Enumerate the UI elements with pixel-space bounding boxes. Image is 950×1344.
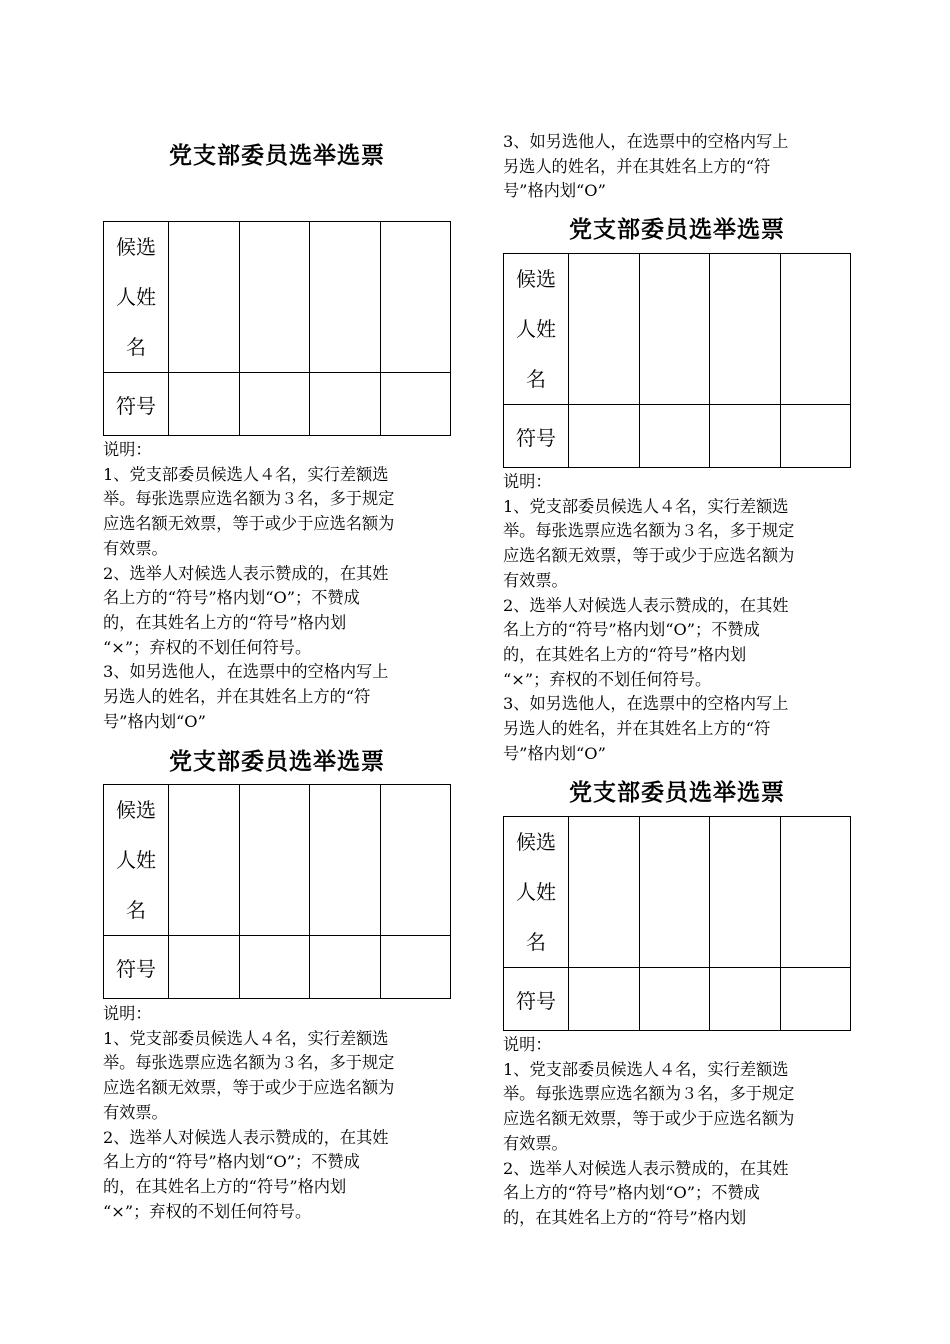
notes-line: 应选名额无效票，等于或少于应选名额为 [503, 1109, 795, 1129]
notes-line: 3、如另选他人，在选票中的空格内写上 [103, 662, 389, 682]
notes-line: 1、党支部委员候选人４名，实行差额选 [103, 464, 389, 484]
notes-line: 有效票。 [103, 1102, 168, 1122]
ballot-table [103, 221, 451, 436]
ballot-title: 党支部委员选举选票 [169, 142, 385, 169]
symbol-label: 符号 [104, 936, 169, 999]
candidate-name-cell[interactable] [780, 817, 851, 968]
symbol-cell[interactable] [239, 373, 310, 436]
notes-line: 另选人的姓名，并在其姓名上方的“符 [503, 156, 771, 176]
candidate-name-cell[interactable] [639, 254, 710, 405]
candidate-name-cell[interactable] [780, 254, 851, 405]
notes-line: “×”；弃权的不划任何符号。 [503, 669, 712, 689]
symbol-label: 符号 [504, 968, 569, 1031]
ballot-notes-continued [503, 130, 851, 204]
notes-line: 3、如另选他人，在选票中的空格内写上 [503, 694, 789, 714]
notes-line: “×”；弃权的不划任何符号。 [103, 637, 312, 657]
notes-line: 的，在其姓名上方的“符号”格内划 [503, 644, 747, 664]
candidate-name-cell[interactable] [710, 254, 781, 405]
symbol-cell[interactable] [380, 936, 451, 999]
candidate-name-cell[interactable] [169, 222, 240, 373]
notes-heading: 说明： [503, 472, 552, 491]
notes-line: 的，在其姓名上方的“符号”格内划 [503, 1207, 747, 1227]
notes-heading: 说明： [103, 1004, 152, 1023]
candidate-name-cell[interactable] [380, 785, 451, 936]
symbol-cell[interactable] [710, 405, 781, 468]
ballot-title: 党支部委员选举选票 [569, 216, 785, 243]
symbol-cell[interactable] [169, 373, 240, 436]
candidate-name-label: 候选 人姓 名 [504, 817, 569, 968]
symbol-label: 符号 [104, 373, 169, 436]
candidate-name-cell[interactable] [310, 222, 381, 373]
notes-line: 名上方的“符号”格内划“O”；不赞成 [103, 588, 360, 608]
ballot-table [503, 816, 851, 1031]
notes-line: 2、选举人对候选人表示赞成的，在其姓 [503, 595, 789, 615]
notes-line: 2、选举人对候选人表示赞成的，在其姓 [103, 1127, 389, 1147]
notes-line: 应选名额无效票，等于或少于应选名额为 [103, 514, 395, 534]
notes-line: 名上方的“符号”格内划“O”；不赞成 [103, 1152, 360, 1172]
candidate-name-label: 候选 人姓 名 [504, 254, 569, 405]
notes-line: 的，在其姓名上方的“符号”格内划 [103, 612, 347, 632]
notes-line: 有效票。 [103, 538, 168, 558]
ballot-table [503, 253, 851, 468]
symbol-cell[interactable] [239, 936, 310, 999]
symbol-cell[interactable] [169, 936, 240, 999]
notes-heading: 说明： [103, 440, 152, 459]
ballot-table [103, 784, 451, 999]
ballot-title: 党支部委员选举选票 [569, 779, 785, 806]
notes-line: 应选名额无效票，等于或少于应选名额为 [103, 1078, 395, 1098]
symbol-label: 符号 [504, 405, 569, 468]
symbol-cell[interactable] [380, 373, 451, 436]
notes-line: 2、选举人对候选人表示赞成的，在其姓 [503, 1158, 789, 1178]
notes-line: 举。每张选票应选名额为３名，多于规定 [103, 1053, 395, 1073]
ballot-notes [503, 470, 851, 766]
symbol-cell[interactable] [569, 405, 640, 468]
notes-line: 号”格内划“O” [503, 743, 606, 763]
candidate-name-cell[interactable] [239, 785, 310, 936]
symbol-cell[interactable] [710, 968, 781, 1031]
notes-line: 的，在其姓名上方的“符号”格内划 [103, 1176, 347, 1196]
candidate-name-cell[interactable] [310, 785, 381, 936]
symbol-cell[interactable] [780, 405, 851, 468]
symbol-cell[interactable] [639, 968, 710, 1031]
symbol-cell[interactable] [780, 968, 851, 1031]
notes-line: 名上方的“符号”格内划“O”；不赞成 [503, 1183, 760, 1203]
notes-line: 举。每张选票应选名额为３名，多于规定 [503, 521, 795, 541]
ballot-notes [103, 1002, 451, 1224]
notes-line: 举。每张选票应选名额为３名，多于规定 [103, 489, 395, 509]
candidate-name-cell[interactable] [710, 817, 781, 968]
symbol-cell[interactable] [310, 936, 381, 999]
candidate-name-cell[interactable] [380, 222, 451, 373]
ballot-title: 党支部委员选举选票 [169, 748, 385, 775]
candidate-name-cell[interactable] [239, 222, 310, 373]
symbol-cell[interactable] [310, 373, 381, 436]
notes-line: 3、如另选他人，在选票中的空格内写上 [503, 132, 789, 151]
candidate-name-cell[interactable] [639, 817, 710, 968]
ballot-notes [503, 1033, 851, 1231]
notes-line: 另选人的姓名，并在其姓名上方的“符 [103, 687, 371, 707]
candidate-name-cell[interactable] [569, 254, 640, 405]
symbol-cell[interactable] [569, 968, 640, 1031]
notes-heading: 说明： [503, 1035, 552, 1054]
ballot-notes [103, 438, 451, 734]
notes-line: 另选人的姓名，并在其姓名上方的“符 [503, 719, 771, 739]
notes-line: 1、党支部委员候选人４名，实行差额选 [103, 1028, 389, 1048]
notes-line: 号”格内划“O” [103, 711, 206, 731]
notes-line: 2、选举人对候选人表示赞成的，在其姓 [103, 563, 389, 583]
notes-line: “×”；弃权的不划任何符号。 [103, 1201, 312, 1221]
notes-line: 名上方的“符号”格内划“O”；不赞成 [503, 620, 760, 640]
candidate-name-cell[interactable] [169, 785, 240, 936]
notes-line: 举。每张选票应选名额为３名，多于规定 [503, 1084, 795, 1104]
notes-line: 有效票。 [503, 1133, 568, 1153]
candidate-name-cell[interactable] [569, 817, 640, 968]
candidate-name-label: 候选 人姓 名 [104, 222, 169, 373]
notes-line: 应选名额无效票，等于或少于应选名额为 [503, 546, 795, 566]
notes-line: 1、党支部委员候选人４名，实行差额选 [503, 1059, 789, 1079]
symbol-cell[interactable] [639, 405, 710, 468]
notes-line: 号”格内划“O” [503, 181, 606, 201]
notes-line: 有效票。 [503, 570, 568, 590]
candidate-name-label: 候选 人姓 名 [104, 785, 169, 936]
notes-line: 1、党支部委员候选人４名，实行差额选 [503, 496, 789, 516]
